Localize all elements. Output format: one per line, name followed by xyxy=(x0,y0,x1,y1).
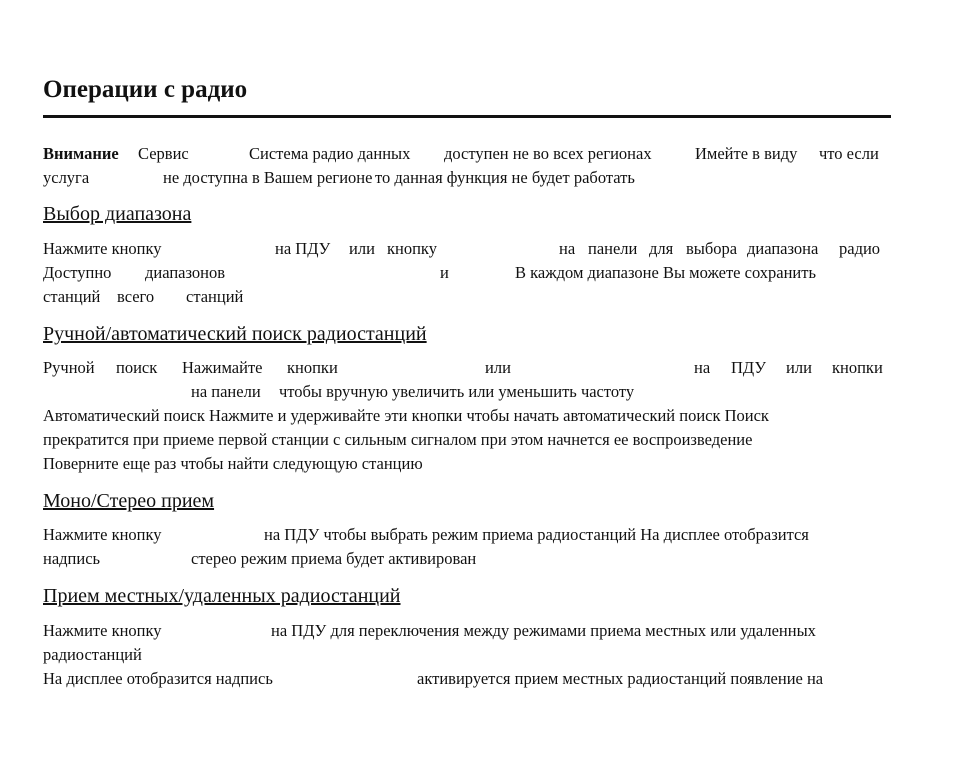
band-text: Доступно xyxy=(43,263,112,282)
search-line-4 xyxy=(43,429,889,451)
search-text: ПДУ xyxy=(731,358,767,377)
section-heading-band: Выбор диапазона xyxy=(43,203,192,225)
page-title: Операции с радио xyxy=(43,76,248,103)
band-text: выбора xyxy=(686,239,738,258)
band-text: или xyxy=(349,239,375,258)
notice-label: Внимание xyxy=(43,144,119,163)
stereo-text: стерео режим приема будет активирован xyxy=(191,549,477,568)
search-text: кнопки xyxy=(287,358,338,377)
band-text: Нажмите кнопку xyxy=(43,239,162,258)
band-text: радио xyxy=(839,239,881,258)
search-text: на xyxy=(694,358,711,377)
search-text: прекратится при приеме первой станции с сильным сигналом при этом начнется ее воспроизведение xyxy=(43,430,753,449)
notice-line-1 xyxy=(43,143,889,165)
band-text: всего xyxy=(117,287,155,306)
band-text: диапазонов xyxy=(145,263,226,282)
search-text: чтобы вручную увеличить или уменьшить частоту xyxy=(279,382,635,401)
band-text: станций xyxy=(43,287,101,306)
stereo-text: на ПДУ чтобы выбрать режим приема радиостанций На дисплее отобразится xyxy=(264,525,809,544)
band-text: В каждом диапазоне Вы можете сохранить xyxy=(515,263,816,282)
notice-line-2 xyxy=(43,167,889,189)
local-text: на ПДУ для переключения между режимами приема местных или удаленных xyxy=(271,621,816,640)
search-text: Автоматический поиск Нажмите и удерживайте эти кнопки чтобы начать автоматический поиск Поиск xyxy=(43,406,769,425)
stereo-line-1 xyxy=(43,524,889,546)
band-line-2 xyxy=(43,262,889,284)
local-line-1 xyxy=(43,620,889,642)
band-text: диапазона xyxy=(747,239,819,258)
notice-text: то данная функция не будет работать xyxy=(375,168,635,187)
section-heading-search: Ручной/автоматический поиск радиостанций xyxy=(43,323,427,345)
band-line-3 xyxy=(43,286,889,308)
stereo-line-2 xyxy=(43,548,889,570)
search-line-2 xyxy=(43,381,889,403)
title-divider xyxy=(43,115,891,118)
stereo-text: надпись xyxy=(43,549,101,568)
notice-text: что если xyxy=(819,144,879,163)
band-text: и xyxy=(440,263,449,282)
notice-text: Имейте в виду xyxy=(695,144,798,163)
search-text: Ручной xyxy=(43,358,95,377)
local-text: На дисплее отобразится надпись xyxy=(43,669,273,688)
local-text: радиостанций xyxy=(43,645,142,664)
search-line-3 xyxy=(43,405,889,427)
search-text: кнопки xyxy=(832,358,883,377)
section-heading-stereo: Моно/Стерео прием xyxy=(43,490,215,512)
local-text: Нажмите кнопку xyxy=(43,621,162,640)
notice-text: Система радио данных xyxy=(249,144,411,163)
band-text: станций xyxy=(186,287,244,306)
notice-text: Сервис xyxy=(138,144,189,163)
band-line-1 xyxy=(43,238,889,260)
band-text: на ПДУ xyxy=(275,239,331,258)
local-text: активируется прием местных радиостанций появление на xyxy=(417,669,824,688)
search-text: Поверните еще раз чтобы найти следующую станцию xyxy=(43,454,423,473)
notice-text: услуга xyxy=(43,168,90,187)
band-text: на xyxy=(559,239,576,258)
band-text: для xyxy=(649,239,674,258)
search-line-1 xyxy=(43,357,889,379)
band-text: панели xyxy=(588,239,638,258)
search-line-5 xyxy=(43,453,889,475)
notice-text: доступен не во всех регионах xyxy=(444,144,652,163)
section-heading-local: Прием местных/удаленных радиостанций xyxy=(43,585,401,607)
search-text: на панели xyxy=(191,382,261,401)
search-text: или xyxy=(485,358,511,377)
band-text: кнопку xyxy=(387,239,437,258)
notice-text: не доступна в Вашем регионе xyxy=(163,168,373,187)
search-text: или xyxy=(786,358,812,377)
search-text: поиск xyxy=(116,358,158,377)
stereo-text: Нажмите кнопку xyxy=(43,525,162,544)
local-line-3 xyxy=(43,668,889,690)
search-text: Нажимайте xyxy=(182,358,263,377)
local-line-2 xyxy=(43,644,889,666)
